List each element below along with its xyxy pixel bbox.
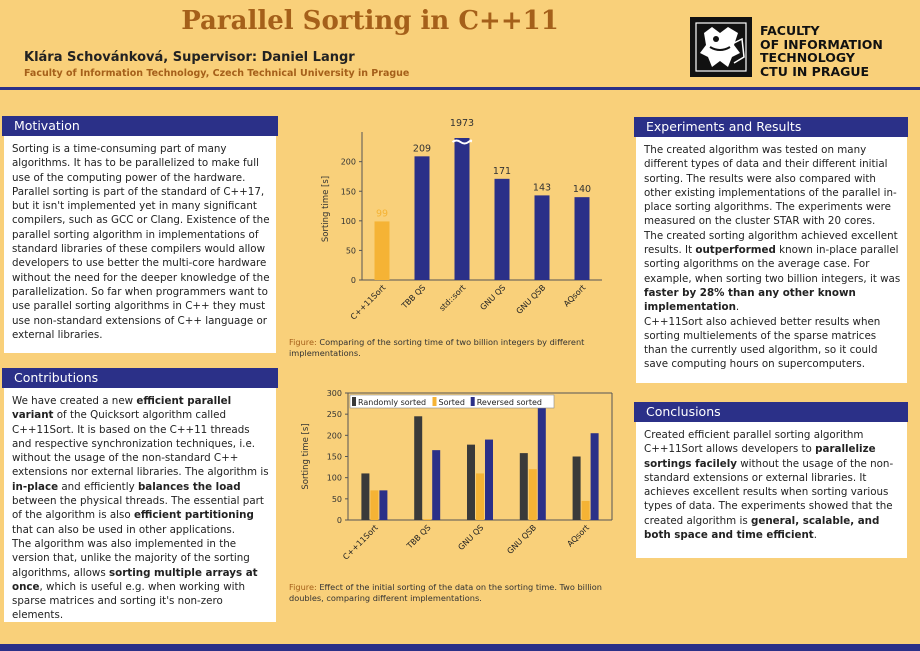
bar-c-11sort	[375, 221, 390, 280]
y-tick-label: 150	[340, 187, 356, 197]
x-tick-label: C++11Sort	[341, 523, 380, 562]
x-tick-label: GNU QSB	[505, 523, 539, 556]
bar-sorted	[529, 469, 537, 520]
figure-1-caption: Figure: Comparing of the sorting time of two billion integers by different implementations.	[289, 337, 585, 358]
y-tick-label: 200	[340, 157, 356, 167]
x-tick-label: GNU QS	[456, 523, 486, 553]
motivation-body	[12, 142, 270, 342]
contributions-heading: Contributions	[2, 368, 278, 388]
authors: Klára Schovánková, Supervisor: Daniel Langr	[24, 50, 355, 65]
poster-header	[0, 0, 920, 90]
x-tick-label: GNU QSB	[514, 283, 548, 316]
experiments-section	[636, 119, 907, 383]
x-tick-label: GNU QS	[478, 283, 508, 313]
sorting-time-bar-chart	[292, 118, 622, 330]
figure-2-caption: Figure: Effect of the initial sorting of the data on the sorting time. Two billion doubles, comparing different implementations.	[289, 582, 602, 603]
experiments-heading: Experiments and Results	[634, 117, 908, 137]
legend-swatch	[433, 397, 437, 406]
experiments-paragraph-1: The created algorithm was tested on many different types of data and their different initial sorting. The results were also compared with other existing implementations of the parallel in-place sorting algorithms. The experiments were measured on the cluster STAR with 20 cores.	[644, 144, 897, 228]
bar-gnu-qsb	[535, 195, 550, 280]
experiments-paragraph-2: The created sorting algorithm achieved excellent results. It outperformed known in-place parallel sorting algorithms on the average case. For example, when sorting two billion integers, it was faster by 28% than any other known implementation.	[644, 229, 901, 314]
experiments-body	[644, 143, 901, 372]
x-tick-label: std::sort	[437, 283, 468, 313]
y-tick-label: 100	[326, 473, 342, 483]
motivation-text: Sorting is a time-consuming part of many algorithms. It has to be parallelized to make full use of the computing power of the hardware. Parallel sorting is part of the standard of C++17, but it isn't implemented yet in many significant compilers, such as GCC or Clang. Existence of the parallel sorting algorithm in implementations of standard libraries of these compilers would allow developers to use better the multi-core hardware without the need for the deeper knowledge of the parallelization. So far when programmers want to use parallel sorting algorithms in C++ they must use non-standard extensions of C++ language or external libraries.	[12, 143, 270, 341]
x-tick-label: AQsort	[565, 523, 592, 549]
legend-entry: Sorted	[438, 398, 465, 407]
bar-aqsort	[575, 197, 590, 280]
y-tick-label: 100	[340, 216, 356, 226]
bar-sorted	[476, 473, 484, 520]
contributions-section	[4, 370, 276, 622]
y-tick-label: 200	[326, 431, 342, 441]
bar-sorted	[370, 490, 378, 520]
poster-title: Parallel Sorting in C++11	[181, 6, 559, 36]
motivation-heading: Motivation	[2, 116, 278, 136]
bar-reversed-sorted	[379, 490, 387, 520]
bar-sorted	[582, 501, 590, 520]
data-label: 209	[412, 143, 432, 155]
y-tick-label: 50	[345, 246, 356, 256]
legend-entry: Reversed sorted	[476, 398, 542, 407]
bar-reversed-sorted	[591, 433, 599, 520]
bar-randomly-sorted	[467, 445, 475, 520]
y-tick-label: 150	[326, 452, 342, 462]
conclusions-text: Created efficient parallel sorting algorithm C++11Sort allows developers to parallelize sortings facilely without the usage of the non-standard extensions or external libraries. It achieves excellent results when sorting various types of data. The experiments showed that the created algorithm is general, scalable, and both space and time efficient.	[644, 429, 894, 542]
bar-randomly-sorted	[361, 473, 369, 520]
legend-swatch	[352, 397, 356, 406]
x-tick-label: C++11Sort	[348, 283, 388, 322]
conclusions-section	[636, 404, 907, 558]
data-label: 1973	[449, 118, 475, 129]
y-tick-label: 300	[326, 389, 342, 398]
figure-1-chart	[292, 118, 622, 330]
motivation-section	[4, 118, 276, 353]
x-tick-label: TBB QS	[405, 523, 433, 551]
legend-swatch	[471, 397, 475, 406]
x-tick-label: AQsort	[561, 283, 588, 309]
bar-gnu-qs	[495, 179, 510, 280]
faculty-logo	[690, 17, 752, 77]
conclusions-body	[644, 428, 901, 542]
contributions-paragraph-2: The algorithm was also implemented in the version that, unlike the majority of the sorting algorithms, allows sorting multiple arrays at once, which is useful e.g. when working with sparse matrices and sorting it's non-zero elements.	[12, 537, 258, 622]
bar-std-sort	[455, 138, 470, 280]
bottom-bar	[0, 644, 920, 651]
legend-entry: Randomly sorted	[358, 398, 427, 407]
bar-reversed-sorted	[432, 450, 440, 520]
bar-reversed-sorted	[485, 440, 493, 520]
contributions-body	[12, 394, 270, 623]
bar-randomly-sorted	[414, 416, 422, 520]
contributions-paragraph-1: We have created a new efficient parallel variant of the Quicksort algorithm called C++11Sort. It is based on the C++11 threads and respective synchronization techniques, i.e. without the usage of the non-standard C++ extensions nor external libraries. The algorithm is in-place and efficiently balances the load between the physical threads. The essential part of the algorithm is also efficient partitioning that can also be used in other applications.	[12, 395, 269, 536]
figure-2-chart	[292, 383, 624, 573]
lion-crest-icon	[690, 17, 752, 77]
y-tick-label: 0	[336, 516, 342, 525]
faculty-logo-text: FACULTY OF INFORMATION TECHNOLOGY CTU IN PRAGUE	[760, 23, 883, 79]
data-label: 99	[375, 208, 389, 220]
data-label: 171	[492, 165, 512, 177]
x-tick-label: TBB QS	[399, 283, 428, 311]
y-axis-label: Sorting time [s]	[321, 175, 331, 243]
bar-sorted	[423, 519, 431, 520]
y-tick-label: 50	[331, 494, 342, 504]
experiments-paragraph-3: C++11Sort also achieved better results when sorting multielements of the sparse matrices than the currently used algorithm, so it could save computing hours on supercomputers.	[644, 315, 881, 371]
initial-sorting-bar-chart	[292, 383, 624, 573]
bar-tbb-qs	[415, 156, 430, 280]
conclusions-heading: Conclusions	[634, 402, 908, 422]
bar-randomly-sorted	[573, 457, 581, 521]
affiliation: Faculty of Information Technology, Czech Technical University in Prague	[24, 68, 410, 79]
y-tick-label: 0	[350, 276, 356, 285]
bar-reversed-sorted	[538, 408, 546, 520]
y-tick-label: 250	[326, 410, 342, 420]
bar-randomly-sorted	[520, 453, 528, 520]
data-label: 143	[532, 182, 552, 194]
data-label: 140	[572, 184, 592, 196]
y-axis-label: Sorting time [s]	[301, 423, 311, 490]
